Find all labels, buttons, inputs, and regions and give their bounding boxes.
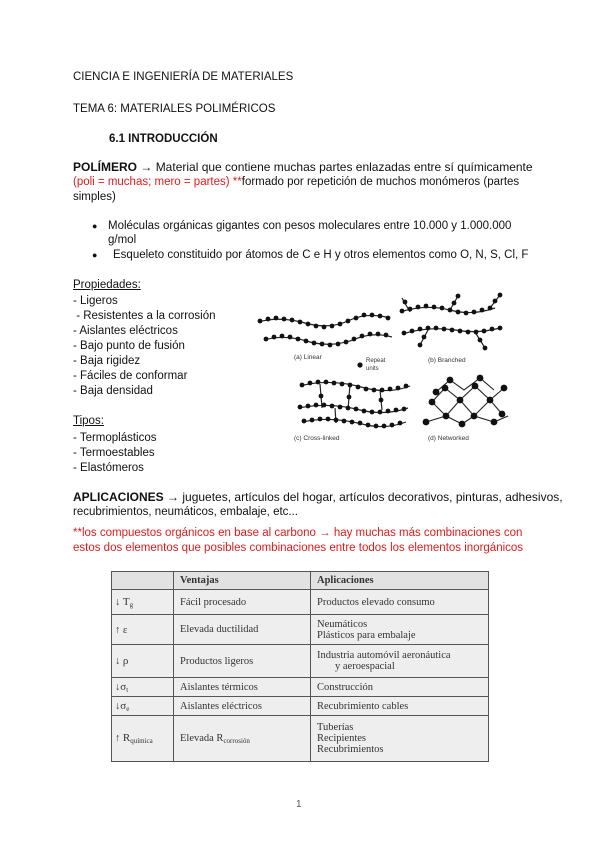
ventaja-cell: Aislantes eléctricos (174, 697, 311, 716)
crosslinked-chain-illustration (298, 380, 410, 429)
section-title: 6.1 INTRODUCCIÓN (109, 133, 218, 145)
aplicaciones-line-2: recubrimientos, neumáticos, embalaje, etc... (73, 506, 298, 518)
aplicacion-cell: Industria automóvil aeronáutica y aeroespacial (311, 645, 489, 678)
table-header-row (112, 572, 489, 590)
bullet-2-line-1: Esqueleto constituido por átomos de C e H y otros elementos como O, N, S, Cl, F (113, 249, 529, 261)
property-cell: ↑ ε (112, 615, 174, 645)
repeat-unit-legend-dot (357, 362, 362, 367)
page-number: 1 (296, 799, 302, 810)
aplicaciones-text: juguetes, artículos del hogar, artículos decorativos, pinturas, adhesivos, (182, 490, 563, 504)
ventaja-cell: Elevada ductilidad (174, 615, 311, 645)
caption-networked: (d) Networked (428, 435, 469, 442)
polymer-applications-table (111, 571, 489, 762)
note-line-2: estos dos elementos que posibles combinaciones entre todos los elementos inorgánicos (73, 542, 524, 554)
propiedad-item: - Ligeros (73, 295, 118, 307)
propiedad-item: - Baja densidad (73, 385, 153, 397)
polimero-text: Material que contiene muchas partes enlazadas entre sí químicamente (155, 160, 533, 174)
property-cell: ↓ ρ (112, 645, 174, 678)
polimero-etymology: (poli = muchas; mero = partes) ** (73, 176, 242, 188)
polimero-definition (73, 160, 533, 175)
propiedad-item: - Bajo punto de fusión (73, 340, 185, 352)
property-cell: $↓\sigma_t$ (112, 678, 174, 697)
property-cell: $↓\sigma_e$ (112, 697, 174, 716)
table-header (112, 572, 174, 590)
tipo-item: - Elastómeros (73, 462, 144, 474)
note-line-1: **los compuestos orgánicos en base al carbono → hay muchas más combinaciones con (73, 527, 523, 539)
aplicacion-cell: Productos elevado consumo (311, 590, 489, 615)
branched-chain-illustration (400, 293, 503, 351)
legend-repeat: Repeat (366, 358, 386, 364)
polimero-term: POLÍMERO (73, 160, 138, 174)
bullet-1-line-1: Moléculas orgánicas gigantes con pesos moleculares entre 10.000 y 1.000.000 (108, 220, 512, 232)
table-row (112, 716, 489, 762)
tipo-item: - Termoplásticos (73, 432, 157, 444)
propiedad-item: - Resistentes a la corrosión (73, 310, 216, 322)
table-row (112, 678, 489, 697)
aplicacion-cell: Construcción (311, 678, 489, 697)
linear-chain-illustration (258, 313, 392, 348)
propiedad-item: - Aislantes eléctricos (73, 325, 178, 337)
polimero-arrow: → (137, 160, 156, 174)
aplicaciones-term: APLICACIONES (73, 490, 164, 504)
networked-chain-illustration (423, 375, 508, 428)
table-row (112, 645, 489, 678)
propiedad-item: - Fáciles de conformar (73, 370, 188, 382)
course-title: CIENCIA E INGENIERÍA DE MATERIALES (73, 71, 294, 83)
caption-crosslinked: (c) Cross-linked (294, 435, 340, 442)
table-row (112, 615, 489, 645)
caption-branched: (b) Branched (428, 357, 466, 364)
aplicacion-cell: Tuberías Recipientes Recubrimientos (311, 716, 489, 762)
propiedad-item: - Baja rigidez (73, 355, 141, 367)
aplicaciones-arrow: → (163, 490, 183, 504)
ventaja-cell: Fácil procesado (174, 590, 311, 615)
bullet-dot: ● (92, 250, 98, 260)
table-header: Aplicaciones (311, 572, 489, 590)
table-row (112, 697, 489, 716)
property-cell: ↓ $T_g$ (112, 590, 174, 615)
bullet-1-line-2: g/mol (108, 234, 137, 246)
ventaja-cell: Aislantes térmicos (174, 678, 311, 697)
aplicacion-cell: Neumáticos Plásticos para embalaje (311, 615, 489, 645)
topic-title: TEMA 6: MATERIALES POLIMÉRICOS (73, 103, 276, 115)
bullet-dot: ● (92, 221, 98, 231)
tipo-item: - Termoestables (73, 447, 155, 459)
ventaja-cell: Elevada $R_{corrosión}$ (174, 716, 311, 762)
legend-units: units (366, 366, 379, 372)
property-cell: ↑ $R_{química}$ (112, 716, 174, 762)
polimero-line-2 (73, 175, 527, 190)
aplicacion-cell: Recubrimiento cables (311, 697, 489, 716)
aplicaciones-line-1 (73, 490, 563, 505)
propiedades-heading: Propiedades: (73, 279, 141, 291)
table-row (112, 590, 489, 615)
tipos-heading: Tipos: (73, 415, 104, 427)
caption-linear: (a) Linear (294, 354, 322, 361)
polimero-line-3: simples) (73, 191, 116, 203)
polymer-structures-figure (250, 290, 520, 450)
polimero-continuation: formado por repetición de muchos monómeros (partes (241, 176, 520, 188)
ventaja-cell: Productos ligeros (174, 645, 311, 678)
table-header: Ventajas (174, 572, 311, 590)
